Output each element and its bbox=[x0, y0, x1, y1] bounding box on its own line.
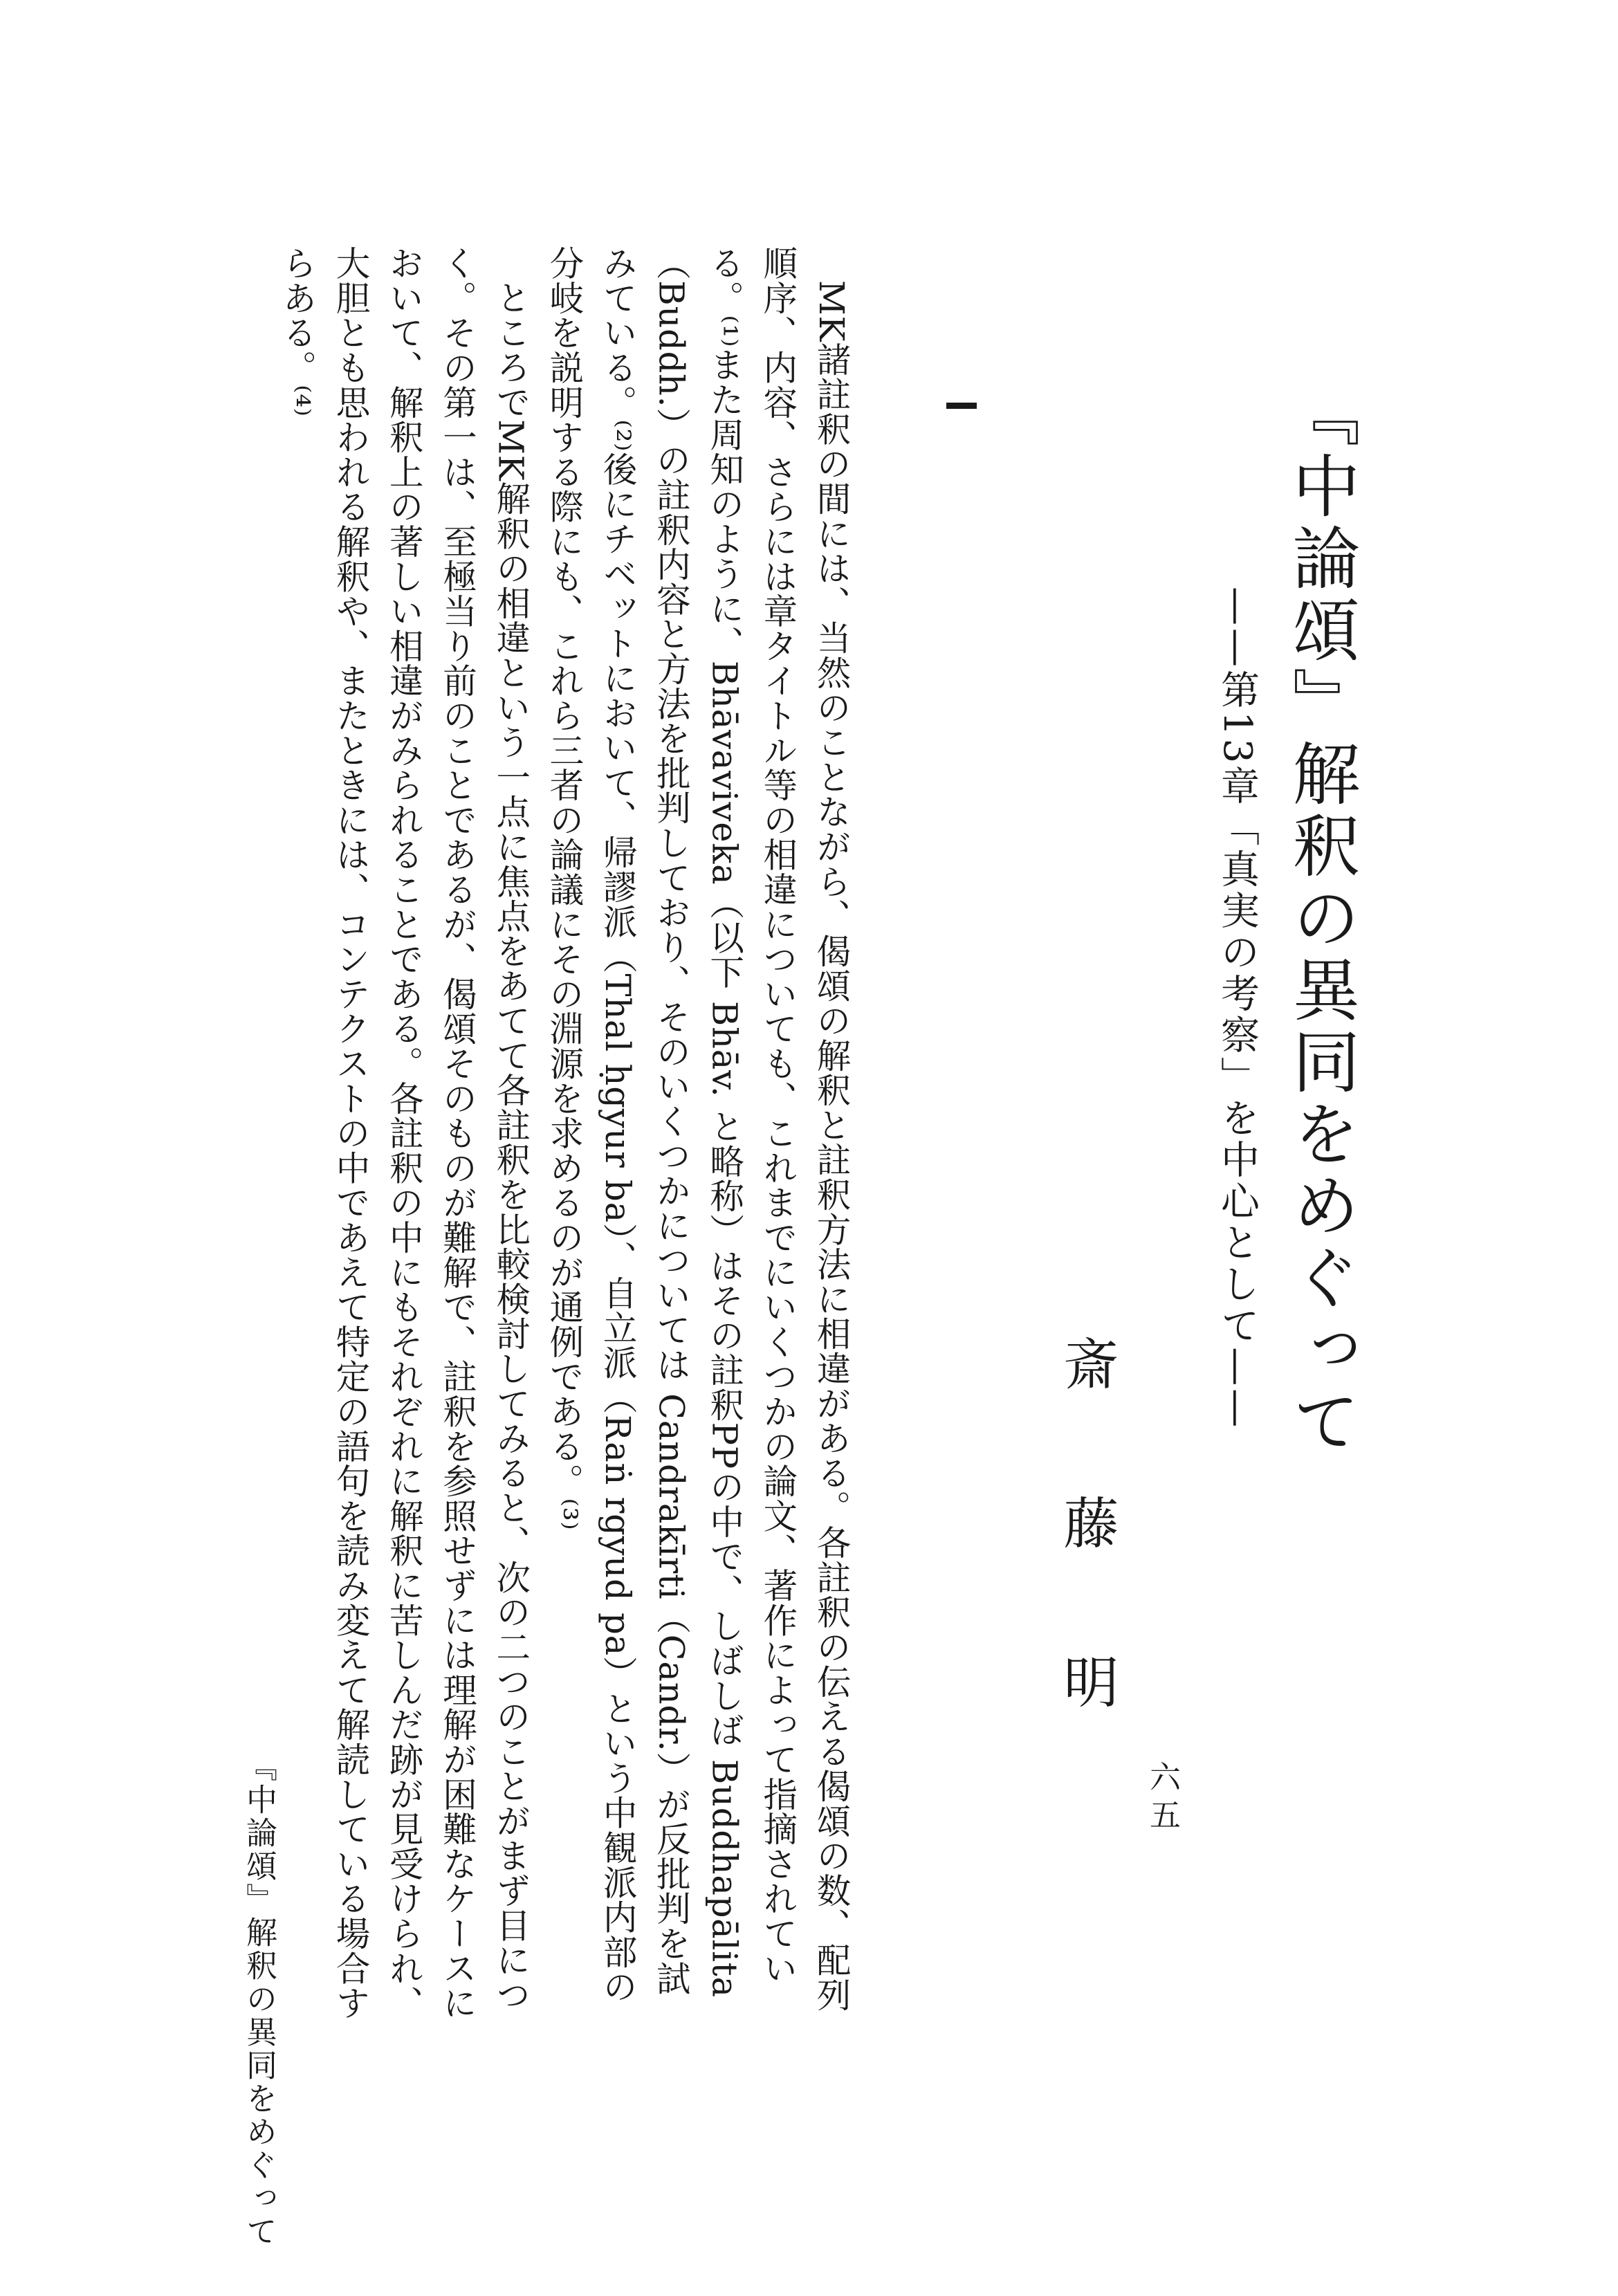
running-title: 『中論頌』解釈の異同をめぐって bbox=[241, 1750, 277, 2248]
body-paragraph: ところでMK解釈の相違という一点に焦点をあてて各註釈を比較検討してみると、次の二つのことがまず目につく。その第一は、至極当り前のことであるが、偈頌そのものが難解で、註釈を参照せずには理解が困難なケースにおいて、解釈上の著しい相違がみられることである。各註釈の中にもそれぞれに解釈に苦しんだ跡が見受けられ、大胆とも思われる解釈や、またときには、コンテクストの中であえて特定の語句を読み変えて解読している場合すらある。⁽⁴⁾ bbox=[277, 246, 531, 2021]
article-body bbox=[277, 246, 858, 2023]
page-number: 六五 bbox=[1144, 1761, 1181, 1837]
article-title: 『中論頌』解釈の異同をめぐって bbox=[1281, 379, 1360, 1458]
author-name: 斎藤明 bbox=[1054, 1335, 1119, 1812]
body-paragraph: MK諸註釈の間には、当然のことながら、偈頌の解釈と註釈方法に相違がある。各註釈の伝える偈頌の数、配列順序、内容、さらには章タイトル等の相違についても、これまでにいくつかの論文、著作によって指摘されている。⁽¹⁾また周知のように、Bhāvaviveka（以下 Bhāv. と略称）はその註釈PPの中で、しばしば Buddhapālita（Buddh.）の註釈内容と方法を批判しており、そのいくつかについては Candrakīrti（Candr.）が反批判を試みている。⁽²⁾後にチベットにおいて、帰謬派（Thal ḥgyur ba）、自立派（Raṅ rgyud pa）という中観派内部の分岐を説明する際にも、これら三者の論議にその淵源を求めるのが通例である。⁽³⁾ bbox=[544, 246, 852, 2012]
section-number bbox=[946, 403, 977, 409]
article-subtitle: ——第13章「真実の考察」を中心として—— bbox=[1215, 587, 1260, 1431]
